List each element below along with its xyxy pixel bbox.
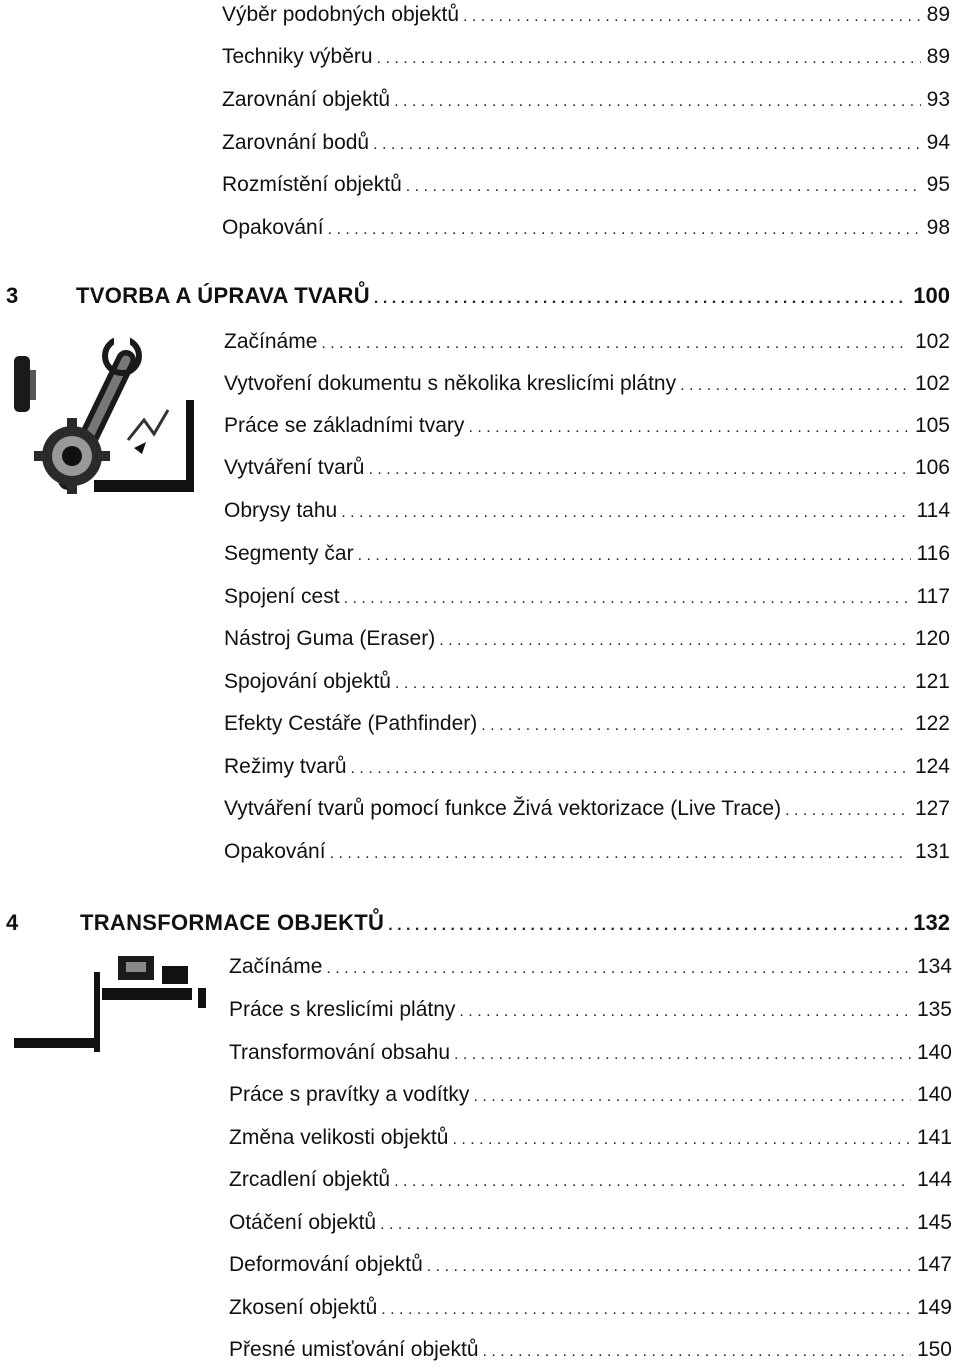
toc-entry-page: 89 xyxy=(926,45,950,68)
chapter-title: TVORBA A ÚPRAVA TVARŮ xyxy=(76,283,370,308)
toc-entry-page: 131 xyxy=(914,840,950,863)
toc-entry xyxy=(224,413,950,441)
toc-entry-page: 140 xyxy=(916,1041,952,1064)
toc-entry xyxy=(222,130,950,158)
leader-dots xyxy=(680,373,909,399)
toc-entry-title: Vytváření tvarů pomocí funkce Živá vektorizace (Live Trace) xyxy=(224,797,782,820)
leader-dots xyxy=(358,543,911,569)
toc-entry-title: Začínáme xyxy=(229,955,323,978)
leader-dots xyxy=(483,1339,911,1365)
leader-dots xyxy=(459,999,911,1025)
leader-dots xyxy=(368,457,909,483)
toc-entry xyxy=(224,455,950,483)
toc-entry xyxy=(222,215,950,243)
toc-entry-page: 102 xyxy=(914,330,950,353)
toc-entry-page: 105 xyxy=(914,414,950,437)
leader-dots xyxy=(380,1212,911,1238)
toc-entry-title: Přesné umisťování objektů xyxy=(229,1338,479,1361)
leader-dots xyxy=(321,331,909,357)
toc-entry-page: 93 xyxy=(926,88,950,111)
leader-dots xyxy=(463,4,921,30)
toc-entry-page: 121 xyxy=(914,670,950,693)
toc-entry-title: Začínáme xyxy=(224,330,318,353)
toc-entry-title: Zrcadlení objektů xyxy=(229,1168,391,1191)
toc-entry-page: 122 xyxy=(914,712,950,735)
toc-entry-title: Zarovnání objektů xyxy=(222,88,391,111)
toc-entry-page: 150 xyxy=(916,1338,952,1361)
toc-entry-title: Techniky výběru xyxy=(222,45,373,68)
toc-entry-title: Transformování obsahu xyxy=(229,1041,451,1064)
toc-entry-title: Režimy tvarů xyxy=(224,755,347,778)
toc-entry-title: Zkosení objektů xyxy=(229,1296,378,1319)
chapter-page: 132 xyxy=(913,910,950,935)
toc-entry xyxy=(222,2,950,30)
toc-entry xyxy=(224,754,950,782)
toc-entry-title: Spojování objektů xyxy=(224,670,391,693)
leader-dots xyxy=(394,89,921,115)
leader-dots xyxy=(330,841,909,867)
toc-entry-page: 140 xyxy=(916,1083,952,1106)
toc-entry xyxy=(224,839,950,867)
toc-entry-page: 144 xyxy=(916,1168,952,1191)
toc-entry-title: Deformování objektů xyxy=(229,1253,423,1276)
toc-entry-title: Výběr podobných objektů xyxy=(222,3,459,26)
toc-entry-page: 120 xyxy=(914,627,950,650)
toc-entry-title: Nástroj Guma (Eraser) xyxy=(224,627,436,650)
chapter-number: 4 xyxy=(6,910,19,935)
toc-entry-title: Opakování xyxy=(222,216,324,239)
toc-entry-page: 106 xyxy=(914,456,950,479)
chapter-page: 100 xyxy=(913,283,950,308)
toc-entry-title: Práce s kreslicími plátny xyxy=(229,998,456,1021)
toc-entry xyxy=(224,796,950,824)
toc-entry xyxy=(224,371,950,399)
toc-entry-page: 95 xyxy=(926,173,950,196)
toc-entry-title: Vytvoření dokumentu s několika kreslicími plátny xyxy=(224,372,677,395)
toc-entry xyxy=(229,1167,952,1195)
toc-entry xyxy=(222,172,950,200)
leader-dots xyxy=(351,756,909,782)
toc-entry-page: 89 xyxy=(926,3,950,26)
toc-entry xyxy=(224,626,950,654)
toc-entry-title: Změna velikosti objektů xyxy=(229,1126,449,1149)
toc-entry xyxy=(222,87,950,115)
toc-entry-title: Efekty Cestáře (Pathfinder) xyxy=(224,712,478,735)
toc-entry-page: 94 xyxy=(926,131,950,154)
toc-entry xyxy=(224,711,950,739)
leader-dots xyxy=(468,415,909,441)
toc-entry xyxy=(229,997,952,1025)
leader-dots xyxy=(326,956,911,982)
leader-dots xyxy=(377,46,921,72)
toc-entry-title: Obrysy tahu xyxy=(224,499,338,522)
toc-entry-page: 145 xyxy=(916,1211,952,1234)
toc-entry xyxy=(224,541,950,569)
toc-entry-title: Zarovnání bodů xyxy=(222,131,370,154)
toc-entry-title: Rozmístění objektů xyxy=(222,173,402,196)
leader-dots xyxy=(481,713,909,739)
toc-entry-page: 98 xyxy=(926,216,950,239)
chapter-title: TRANSFORMACE OBJEKTŮ xyxy=(80,910,385,935)
toc-entry xyxy=(229,1125,952,1153)
toc-entry-page: 102 xyxy=(914,372,950,395)
toc-entry-page: 124 xyxy=(914,755,950,778)
toc-entry xyxy=(229,1210,952,1238)
leader-dots xyxy=(454,1042,911,1068)
leader-dots xyxy=(473,1084,911,1110)
transform-blocks-illustration-icon xyxy=(14,952,214,1052)
toc-entry-page: 147 xyxy=(916,1253,952,1276)
chapter-heading xyxy=(80,910,950,939)
leader-dots xyxy=(394,1169,911,1195)
leader-dots xyxy=(439,628,909,654)
toc-entry-title: Otáčení objektů xyxy=(229,1211,377,1234)
toc-entry-title: Opakování xyxy=(224,840,326,863)
toc-entry-title: Vytváření tvarů xyxy=(224,456,365,479)
toc-entry xyxy=(229,1040,952,1068)
toc-entry xyxy=(224,669,950,697)
leader-dots xyxy=(344,586,911,612)
leader-dots xyxy=(452,1127,911,1153)
toc-entry-page: 127 xyxy=(914,797,950,820)
toc-entry-title: Spojení cest xyxy=(224,585,340,608)
leader-dots xyxy=(374,286,907,312)
toc-entry xyxy=(229,1337,952,1365)
toc-entry-title: Práce se základními tvary xyxy=(224,414,465,437)
toc-entry xyxy=(229,1295,952,1323)
chapter-number: 3 xyxy=(6,283,19,308)
leader-dots xyxy=(381,1297,911,1323)
toc-entry xyxy=(229,954,952,982)
leader-dots xyxy=(341,500,910,526)
toc-entry-page: 117 xyxy=(916,585,950,608)
toc-entry xyxy=(224,584,950,612)
toc-entry-page: 141 xyxy=(916,1126,952,1149)
toc-entry xyxy=(222,44,950,72)
leader-dots xyxy=(785,798,909,824)
toc-entry-page: 116 xyxy=(916,542,950,565)
leader-dots xyxy=(395,671,909,697)
toc-entry-title: Práce s pravítky a vodítky xyxy=(229,1083,470,1106)
leader-dots xyxy=(373,132,921,158)
leader-dots xyxy=(388,913,907,939)
leader-dots xyxy=(406,174,921,200)
toc-entry-page: 134 xyxy=(916,955,952,978)
toc-entry-page: 149 xyxy=(916,1296,952,1319)
wrench-gear-illustration-icon xyxy=(8,330,204,500)
toc-entry xyxy=(229,1082,952,1110)
toc-entry-title: Segmenty čar xyxy=(224,542,354,565)
toc-entry-page: 114 xyxy=(916,499,950,522)
toc-entry xyxy=(224,329,950,357)
toc-entry xyxy=(229,1252,952,1280)
toc-entry xyxy=(224,498,950,526)
chapter-heading xyxy=(76,283,950,312)
leader-dots xyxy=(328,217,921,243)
leader-dots xyxy=(427,1254,911,1280)
toc-entry-page: 135 xyxy=(916,998,952,1021)
